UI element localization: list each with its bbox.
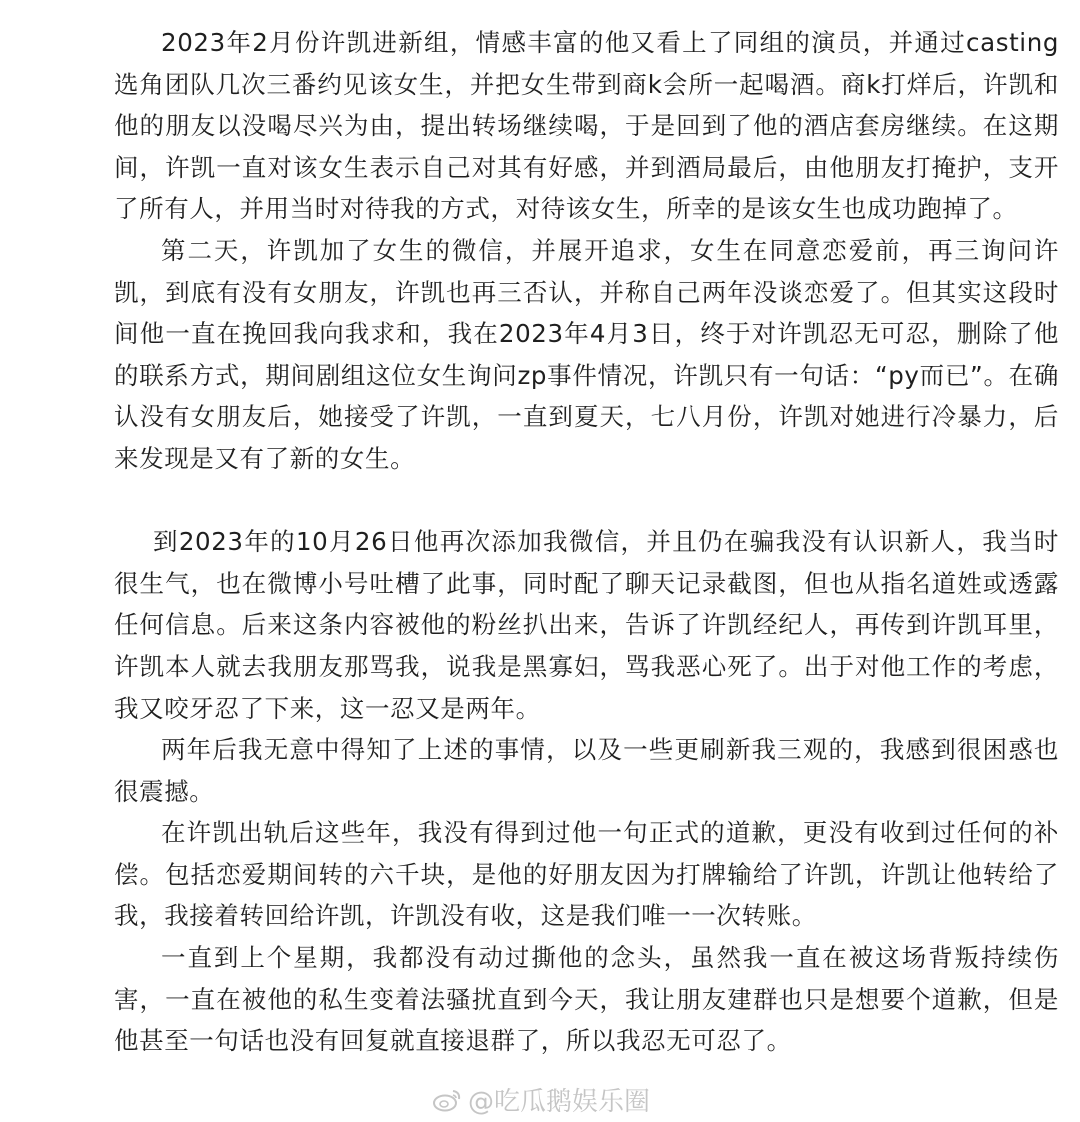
watermark-text: @吃瓜鹅娱乐圈 <box>468 1087 651 1117</box>
document-body <box>114 22 1059 1062</box>
paragraph-6: 一直到上个星期，我都没有动过撕他的念头，虽然我一直在被这场背叛持续伤害，一直在被他的私生变着法骚扰直到今天，我让朋友建群也只是想要个道歉，但是他甚至一句话也没有回复就直接退群了，所以我忍无可忍了。 <box>114 943 1059 1056</box>
paragraph-5: 在许凯出轨后这些年，我没有得到过他一句正式的道歉，更没有收到过任何的补偿。包括恋爱期间转的六千块，是他的好朋友因为打牌输给了许凯，许凯让他转给了我，我接着转回给许凯，许凯没有收，这是我们唯一一次转账。 <box>114 818 1059 931</box>
paragraph-2: 第二天，许凯加了女生的微信，并展开追求，女生在同意恋爱前，再三询问许凯，到底有没有女朋友，许凯也再三否认，并称自己两年没谈恋爱了。但其实这段时间他一直在挽回我向我求和，我在2023年4月3日，终于对许凯忍无可忍，删除了他的联系方式，期间剧组这位女生询问zp事件情况，许凯只有一句话：“py而已”。在确认没有女朋友后，她接受了许凯，一直到夏天，七八月份，许凯对她进行冷暴力，后来发现是又有了新的女生。 <box>114 235 1059 473</box>
paragraph-3: 到2023年的10月26日他再次添加我微信，并且仍在骗我没有认识新人，我当时很生气，也在微博小号吐槽了此事，同时配了聊天记录截图，但也从指名道姓或透露任何信息。后来这条内容被他的粉丝扒出来，告诉了许凯经纪人，再传到许凯耳里，许凯本人就去我朋友那骂我，说我是黑寡妇，骂我恶心死了。出于对他工作的考虑，我又咬牙忍了下来，这一忍又是两年。 <box>114 527 1059 723</box>
watermark <box>432 1081 650 1118</box>
weibo-icon <box>432 1088 462 1112</box>
paragraph-gap <box>114 480 1059 522</box>
paragraph-1: 2023年2月份许凯进新组，情感丰富的他又看上了同组的演员，并通过casting选角团队几次三番约见该女生，并把女生带到商k会所一起喝酒。商k打烊后，许凯和他的朋友以没喝尽兴为由，提出转场继续喝，于是回到了他的酒店套房继续。在这期间，许凯一直对该女生表示自己对其有好感，并到酒局最后，由他朋友打掩护，支开了所有人，并用当时对待我的方式，对待该女生，所幸的是该女生也成功跑掉了。 <box>114 28 1059 224</box>
paragraph-4: 两年后我无意中得知了上述的事情，以及一些更刷新我三观的，我感到很困惑也很震撼。 <box>114 735 1059 806</box>
